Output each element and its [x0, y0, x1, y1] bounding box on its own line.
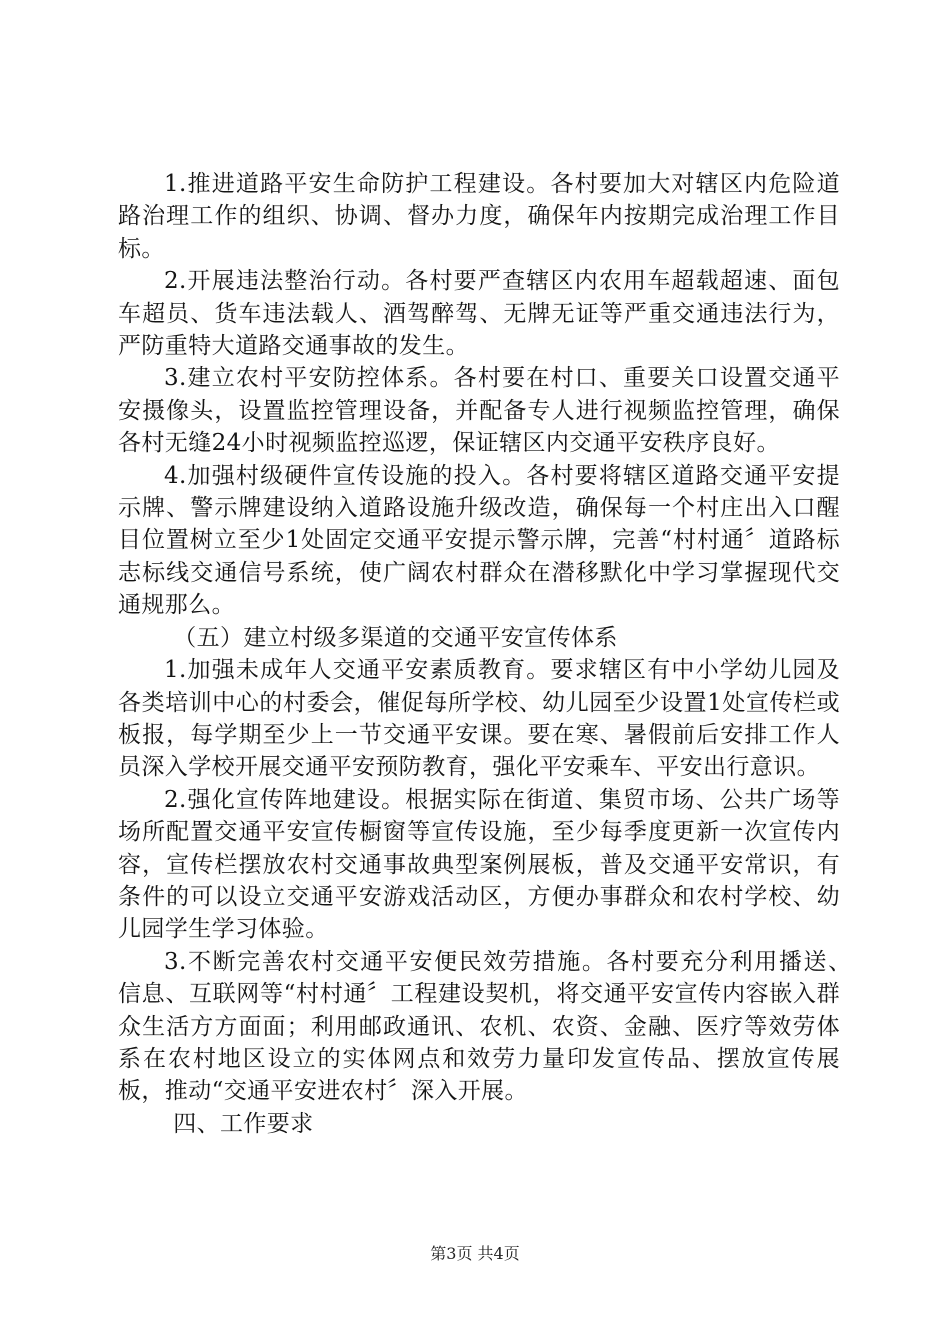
- paragraph-road-safety-project: 1.推进道路平安生命防护工程建设。各村要加大对辖区内危险道路治理工作的组织、协调、督办力度，确保年内按期完成治理工作目标。: [118, 171, 840, 262]
- section-heading-work-requirements: 四、工作要求: [173, 1110, 314, 1137]
- document-body: [118, 168, 872, 1140]
- paragraph-convenience-measures: 3.不断完善农村交通平安便民效劳措施。各村要充分利用播送、 信息、互联网等“村村通〞工程建设契机，将交通平安宣传内容嵌入群众生活方方面面；利用邮政通讯、农机、农资、金融、医疗等效劳体系在农村地区设立的实体网点和效劳力量印发宣传品、摆放宣传展板，推动“交通平安进农村〞深入开展。: [118, 948, 872, 1105]
- paragraph-illegal-rectification: 2.开展违法整治行动。各村要严查辖区内农用车超载超速、面包车超员、货车违法载人、酒驾醉驾、无牌无证等严重交通违法行为，严防重特大道路交通事故的发生。: [118, 268, 840, 360]
- section-heading-publicity-system: （五）建立村级多渠道的交通平安宣传体系: [173, 624, 618, 651]
- paragraph-publicity-positions: 2.强化宣传阵地建设。根据实际在街道、集贸市场、公共广场等场所配置交通平安宣传橱窗等宣传设施，至少每季度更新一次宣传内容，宣传栏摆放农村交通事故典型案例展板，普及交通平安常识，有条件的可以设立交通平安游戏活动区，方便办事群众和农村学校、幼儿园学生学习体验。: [118, 786, 840, 943]
- page-number-footer: 第3页 共4页: [430, 1244, 520, 1263]
- paragraph-hardware-facilities: 4.加强村级硬件宣传设施的投入。各村要将辖区道路交通平安提示牌、警示牌建设纳入道路设施升级改造，确保每一个村庄出入口醒目位置树立至少1处固定交通平安提示警示牌，完善“村村通〞道路标志标线交通信号系统，使广阔农村群众在潜移默化中学习掌握现代交通规那么。: [118, 462, 840, 619]
- paragraph-prevention-system: 3.建立农村平安防控体系。各村要在村口、重要关口设置交通平安摄像头，设置监控管理设备，并配备专人进行视频监控管理，确保各村无缝24小时视频监控巡逻，保证辖区内交通平安秩序良好。: [118, 365, 840, 457]
- paragraph-minor-education: 1.加强未成年人交通平安素质教育。要求辖区有中小学幼儿园及各类培训中心的村委会，催促每所学校、幼儿园至少设置1处宣传栏或板报，每学期至少上一节交通平安课。要在寒、暑假前后安排工作人员深入学校开展交通平安预防教育，强化平安乘车、平安出行意识。: [118, 657, 840, 781]
